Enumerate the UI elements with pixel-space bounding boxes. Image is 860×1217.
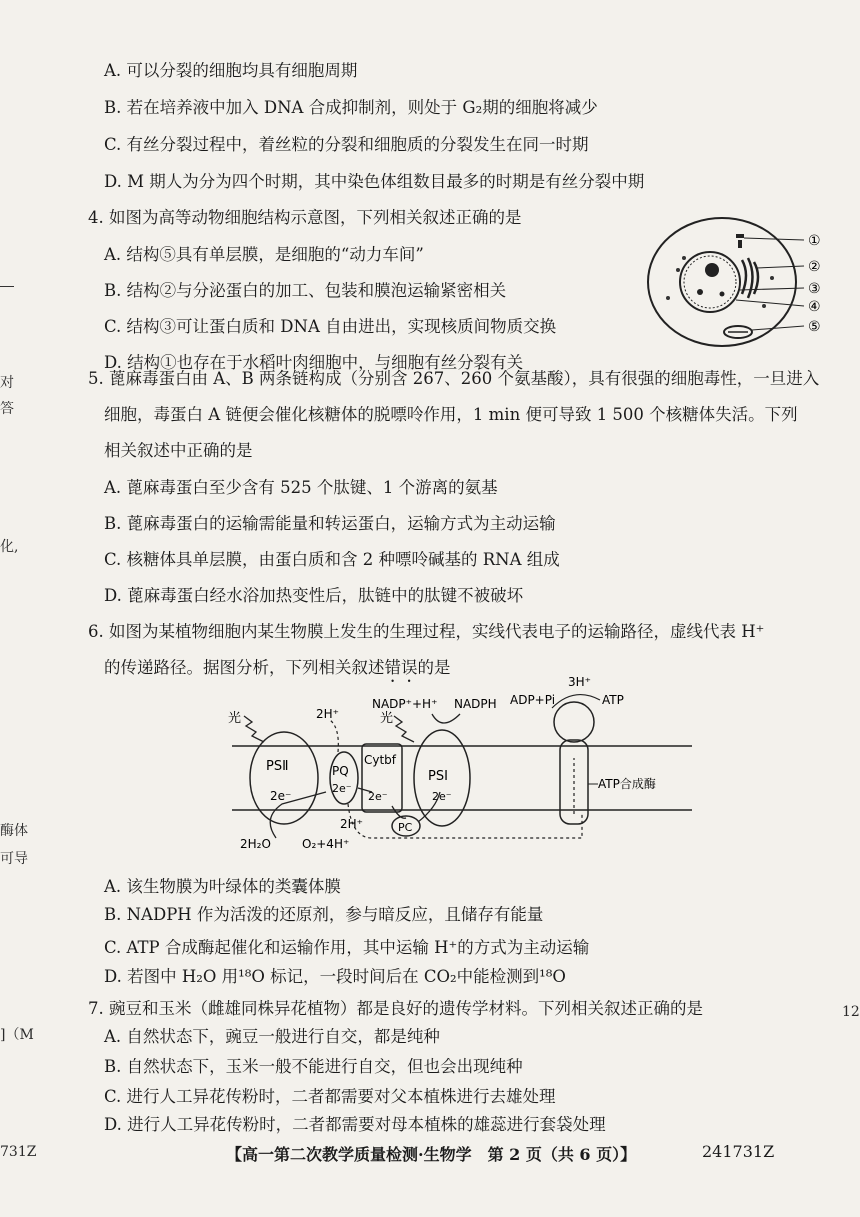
atp-synthase-label: ATP合成酶 <box>598 777 656 791</box>
q6-stem-line-2: 的传递路径。据图分析，下列相关叙述错误的是 <box>104 658 451 677</box>
h3-label: 3H⁺ <box>568 675 591 689</box>
q6-option-c: C. ATP 合成酶起催化和运输作用，其中运输 H⁺的方式为主动运输 <box>104 938 590 957</box>
q3-option-d: D. M 期人为分为四个时期，其中染色体组数目最多的时期是有丝分裂中期 <box>104 172 645 191</box>
pc-label: PC <box>398 821 413 834</box>
nucleus <box>680 252 740 312</box>
q5-stem-line-2: 细胞，毒蛋白 A 链便会催化核糖体的脱嘌呤作用，1 min 便可导致 1 500 个核糖体失活。下列 <box>104 405 798 424</box>
left-edge-fragment: 731Z <box>0 1144 37 1160</box>
light-label-2: 光 <box>380 711 394 726</box>
left-edge-fragment: 答 <box>0 401 14 417</box>
pq-label: PQ <box>332 764 349 778</box>
left-edge-rule <box>0 286 14 287</box>
q4-option-a: A. 结构⑤具有单层膜，是细胞的“动力车间” <box>104 245 424 264</box>
q5-option-b: B. 蓖麻毒蛋白的运输需能量和转运蛋白，运输方式为主动运输 <box>104 514 556 533</box>
left-edge-fragment: 对 <box>0 375 14 391</box>
q5-option-d: D. 蓖麻毒蛋白经水浴加热变性后，肽链中的肽键不被破坏 <box>104 586 524 605</box>
animal-cell-diagram <box>640 208 840 358</box>
thylakoid-membrane-diagram <box>222 675 702 868</box>
oxygen-label: O₂+4H⁺ <box>302 837 350 851</box>
light-arrow-2 <box>394 716 414 742</box>
q4-option-d: D. 结构①也存在于水稻叶肉细胞中，与细胞有丝分裂有关 <box>104 353 524 372</box>
light-label-1: 光 <box>228 711 242 726</box>
h-plus-top-label: 2H⁺ <box>316 707 339 721</box>
atp-synthesis-arrow <box>552 695 600 708</box>
adp-label: ADP+Pi <box>510 693 556 707</box>
left-edge-fragment: ]（M <box>0 1027 34 1043</box>
electron-label-cytbf: 2e⁻ <box>368 790 388 803</box>
q6-option-b: B. NADPH 作为活泼的还原剂，参与暗反应，且储存有能量 <box>104 905 544 924</box>
q6-option-a: A. 该生物膜为叶绿体的类囊体膜 <box>104 877 341 896</box>
nadph-label: NADPH <box>454 697 497 711</box>
light-arrow-1 <box>244 716 264 742</box>
q6-option-d: D. 若图中 H₂O 用¹⁸O 标记，一段时间后在 CO₂中能检测到¹⁸O <box>104 967 566 986</box>
psi-label: PSⅠ <box>428 769 448 784</box>
label-4: ④ <box>808 299 821 315</box>
q4-stem: 4. 如图为高等动物细胞结构示意图，下列相关叙述正确的是 <box>88 208 522 227</box>
q5-stem-line-1: 5. 蓖麻毒蛋白由 A、B 两条链构成（分别含 267、260 个氨基酸），具有很强的细胞毒性，一旦进入 <box>88 369 820 388</box>
page-footer-title: 【高一第二次教学质量检测·生物学 第 2 页（共 6 页）】 <box>226 1145 637 1164</box>
label-5: ⑤ <box>808 319 821 335</box>
q3-option-c: C. 有丝分裂过程中，着丝粒的分裂和细胞质的分裂发生在同一时期 <box>104 135 589 154</box>
q3-option-b: B. 若在培养液中加入 DNA 合成抑制剂，则处于 G₂期的细胞将减少 <box>104 98 598 117</box>
nucleolus <box>705 263 719 277</box>
q5-option-c: C. 核糖体具单层膜，由蛋白质和含 2 种嘌呤碱基的 RNA 组成 <box>104 550 560 569</box>
q7-option-c: C. 进行人工异花传粉时，二者都需要对父本植株进行去雄处理 <box>104 1087 556 1106</box>
h-plus-bottom-label: 2H⁺ <box>340 817 363 831</box>
q5-option-a: A. 蓖麻毒蛋白至少含有 525 个肽键、1 个游离的氨基 <box>104 478 498 497</box>
right-edge-fragment: 12 <box>842 1004 860 1020</box>
atp-label: ATP <box>602 693 624 707</box>
q7-option-b: B. 自然状态下，玉米一般不能进行自交，但也会出现纯种 <box>104 1057 523 1076</box>
left-edge-fragment: 化, <box>0 539 19 555</box>
q7-option-a: A. 自然状态下，豌豆一般进行自交，都是纯种 <box>104 1027 440 1046</box>
q4-option-b: B. 结构②与分泌蛋白的加工、包装和膜泡运输紧密相关 <box>104 281 507 300</box>
page-footer-code: 241731Z <box>702 1142 775 1161</box>
q5-stem-line-3: 相关叙述中正确的是 <box>104 441 253 460</box>
q3-option-a: A. 可以分裂的细胞均具有细胞周期 <box>104 61 358 80</box>
q7-stem: 7. 豌豆和玉米（雌雄同株异花植物）都是良好的遗传学材料。下列相关叙述正确的是 <box>88 999 703 1018</box>
nadph-arrow <box>432 714 460 723</box>
label-2: ② <box>808 259 821 275</box>
electron-label-pq: 2e⁻ <box>332 782 352 795</box>
label-1: ① <box>808 233 821 249</box>
q6-stem-line-1: 6. 如图为某植物细胞内某生物膜上发生的生理过程，实线代表电子的运输路径，虚线代表 H⁺ <box>88 622 765 641</box>
left-edge-fragment: 可导 <box>0 851 28 867</box>
centriole <box>736 234 744 248</box>
h-plus-lumen-path <box>348 804 582 838</box>
emphasis-wrong: 错误 <box>384 658 418 677</box>
q7-option-d: D. 进行人工异花传粉时，二者都需要对母本植株的雄蕊进行套袋处理 <box>104 1115 606 1134</box>
water-label: 2H₂O <box>240 837 271 851</box>
cytbf-label: Cytbf <box>364 753 397 767</box>
label-3: ③ <box>808 281 821 297</box>
nadp-label: NADP⁺+H⁺ <box>372 697 438 711</box>
left-edge-fragment: 酶体 <box>0 823 28 839</box>
electron-label-psi: 2e⁻ <box>432 790 452 803</box>
q4-option-c: C. 结构③可让蛋白质和 DNA 自由进出，实现核质间物质交换 <box>104 317 557 336</box>
golgi-apparatus <box>742 258 758 298</box>
electron-label-psii: 2e⁻ <box>270 789 292 803</box>
h-plus-pq-path <box>330 720 338 752</box>
pq-complex <box>330 752 358 804</box>
atp-synthase-head <box>554 702 594 742</box>
psii-label: PSⅡ <box>266 759 289 774</box>
cell-membrane <box>648 218 796 346</box>
